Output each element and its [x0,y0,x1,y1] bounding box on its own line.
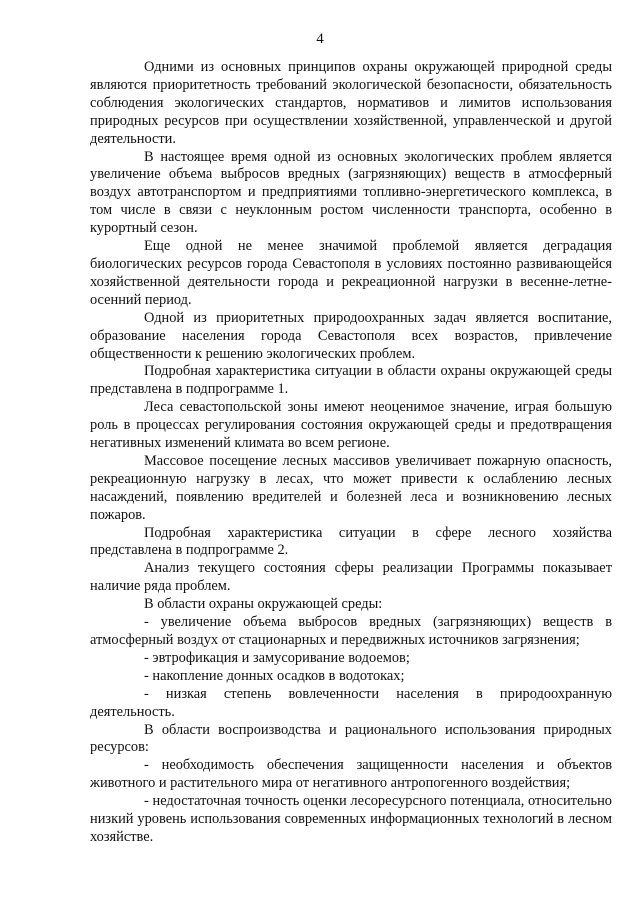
paragraph-education: Одной из приоритетных природоохранных задач является воспитание, образование населения города Севастополя всех возрастов, привлечение общественности к решению экологических проблем. [90,309,612,362]
page-number: 4 [316,31,324,47]
list-item: - накопление донных осадков в водотоках; [144,667,405,684]
paragraph-subprogram-2: Подробная характеристика ситуации в сфере лесного хозяйства представлена в подпрограмме 2. [90,524,612,559]
list-item: - увеличение объема выбросов вредных (загрязняющих) веществ в атмосферный воздух от стационарных и передвижных источников загрязнения; [90,614,612,648]
list-item: - эвтрофикация и замусоривание водоемов; [144,649,410,666]
paragraph-fire-hazard: Массовое посещение лесных массивов увеличивает пожарную опасность, рекреационную нагрузку в лесах, что может привести к ослаблению лесных насаждений, появлению вредителей и болезней леса и возникновению лесных пожаров. [90,452,612,523]
paragraph-principles: Одними из основных принципов охраны окружающей природной среды являются приоритетность требований экологической безопасности, обязательность соблюдения экологических стандартов, нормативов и лимитов использования природных ресурсов при осуществлении хозяйственной, управленческой и другой деятельности. [90,59,612,147]
paragraph-biological-degradation: Еще одной не менее значимой проблемой является деградация биологических ресурсов города Севастополя в условиях постоянно развивающейся хозяйственной деятельности города и рекреационной нагрузки в весенне-летне-осенний период. [90,238,612,308]
list-item: - недостаточная точность оценки лесоресурсного потенциала, относительно низкий уровень использования современных информационных технологий в лесном хозяйстве. [90,793,612,845]
paragraph-analysis: Анализ текущего состояния сферы реализации Программы показывает наличие ряда проблем. [90,560,612,595]
paragraph-environment-heading: В области охраны окружающей среды: [144,596,383,613]
paragraph-emissions-problem: В настоящее время одной из основных экологических проблем является увеличение объема выбросов вредных (загрязняющих) веществ в атмосферный воздух автотранспортом и предприятиями топливно-энергетического комплекса, в том числе в связи с неуклонным ростом численности транспорта, особенно в курортный сезон. [90,148,612,237]
list-item: - необходимость обеспечения защищенности населения и объектов животного и растительного мира от негативного антропогенного воздействия; [90,757,612,792]
paragraph-forests: Леса севастопольской зоны имеют неоценимое значение, играя большую роль в процессах регулирования состояния окружающей среды и предотвращения негативных изменений климата во всем регионе. [90,399,612,452]
paragraph-subprogram-1: Подробная характеристика ситуации в области охраны окружающей среды представлена в подпрограмме 1. [90,363,612,398]
paragraph-resources-heading: В области воспроизводства и рационального использования природных ресурсов: [90,721,612,756]
printed-text-block [90,59,612,847]
list-item: - низкая степень вовлеченности населения в природоохранную деятельность. [90,685,612,720]
